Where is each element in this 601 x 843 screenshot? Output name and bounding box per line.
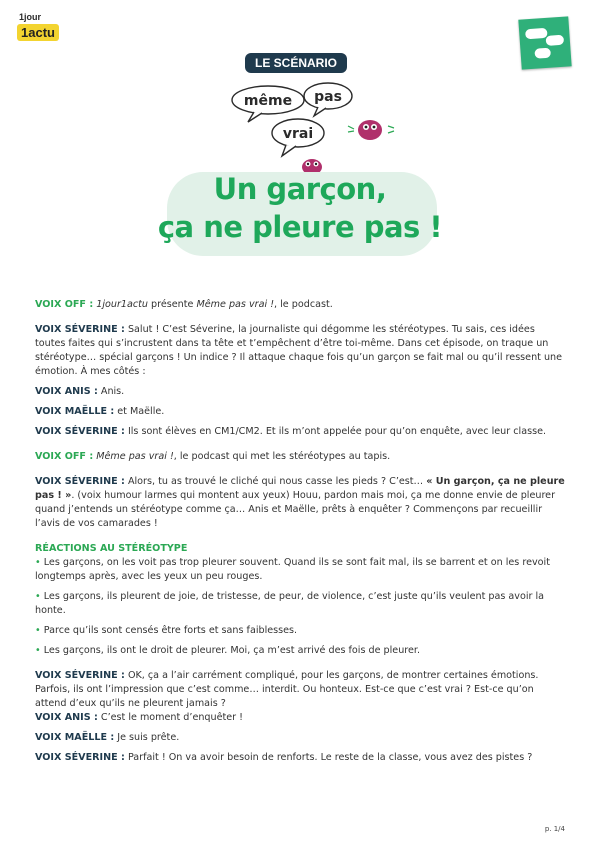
podcast-logo xyxy=(230,78,410,174)
paragraph-text: Alors, tu as trouvé le cliché qui nous casse les pieds ? C’est… xyxy=(124,476,427,487)
logo-word-vrai: vrai xyxy=(282,126,314,142)
paragraph-text: . (voix humour larmes qui montent aux yeux) Houu, pardon mais moi, ça me donne envie de pleurer quand j’entends un stéréotype comme ça… Anis et Maëlle, prêts à enquêter ? Commençons par recueillir l’avis de vos camarades ! xyxy=(35,490,556,529)
speaker-label: VOIX ANIS : xyxy=(35,386,98,397)
list-item-text: Les garçons, ils pleurent de joie, de tristesse, de peur, de violence, c’est juste qu’ils veulent pas avoir la honte. xyxy=(35,591,545,616)
speaker-label: VOIX MAËLLE : xyxy=(35,406,115,417)
list-item-text: Parce qu’ils sont censés être forts et sans faiblesses. xyxy=(43,625,298,636)
brand-logo xyxy=(17,12,65,44)
speaker-label: VOIX MAËLLE : xyxy=(35,732,115,743)
title-line-1: Un garçon, xyxy=(213,172,387,206)
paragraph-text: , le podcast qui met les stéréotypes au tapis. xyxy=(173,451,391,462)
page-title xyxy=(140,170,460,246)
title-line-2: ça ne pleure pas ! xyxy=(157,210,443,244)
script-paragraph xyxy=(35,751,565,765)
list-item-text: Les garçons, on les voit pas trop pleurer souvent. Quand ils se sont fait mal, ils se barrent et on les revoit longtemps après, avec les yeux un peu rouges. xyxy=(35,557,550,582)
list-item: • Les garçons, on les voit pas trop pleurer souvent. Quand ils se sont fait mal, ils se barrent et on les revoit longtemps après, avec les yeux un peu rouges. xyxy=(35,557,550,582)
podcast-cover-thumbnail xyxy=(518,16,571,69)
script-body xyxy=(35,298,565,765)
logo-bottom-text: 1actu xyxy=(17,24,59,41)
stereotype-quote: « Un garçon, ça ne pleure pas ! » xyxy=(35,476,565,501)
script-paragraph xyxy=(35,298,565,312)
speaker-label: VOIX SÉVERINE : xyxy=(35,426,125,437)
paragraph-text: OK, ça a l’air carrément compliqué, pour les garçons, de montrer certaines émotions. Parfois, ils ont l’impression que c’est comme… interdit. Ou honteux. Est-ce que c’est vrai ? Est-ce qu’on attend d’eux qu’ils ne pleurent jamais ? xyxy=(35,670,539,709)
list-item: • Les garçons, ils pleurent de joie, de tristesse, de peur, de violence, c’est juste qu’ils veulent pas avoir la honte. xyxy=(35,591,545,616)
italic-text: Même pas vrai ! xyxy=(196,299,275,310)
speaker-label: VOIX SÉVERINE : xyxy=(35,752,125,763)
logo-top-text: 1jour xyxy=(19,12,42,22)
speaker-label: VOIX SÉVERINE : xyxy=(35,476,125,487)
paragraph-text: Salut ! C’est Séverine, la journaliste qui dégomme les stéréotypes. Tu sais, ces idées toutes faites qui s’incrustent dans ta tête et t’empêchent d’être toi-même. Dans cet épisode, on traque un stéréotype… spécial garçons ! Un indice ? Il attaque chaque fois qu’un garçon se fait mal ou qu’il ressent une émotion. À mes côtés : xyxy=(35,324,563,377)
list-item: • Les garçons, ils ont le droit de pleurer. Moi, ça m’est arrivé des fois de pleurer. xyxy=(35,645,421,656)
script-paragraph xyxy=(35,731,565,745)
speaker-label: VOIX ANIS : xyxy=(35,712,98,723)
section-heading: RÉACTIONS AU STÉRÉOTYPE xyxy=(35,543,188,554)
script-paragraph xyxy=(35,669,565,711)
italic-text: Même pas vrai ! xyxy=(96,451,174,462)
paragraph-text: Je suis prête. xyxy=(114,732,180,743)
logo-word-meme: même xyxy=(243,93,293,109)
speaker-label: VOIX SÉVERINE : xyxy=(35,324,125,335)
section-badge: LE SCÉNARIO xyxy=(245,53,347,73)
script-paragraph xyxy=(35,323,565,379)
speaker-label: VOIX OFF : xyxy=(35,451,94,462)
paragraph-text: et Maëlle. xyxy=(114,406,165,417)
script-paragraph xyxy=(35,385,565,399)
script-paragraph xyxy=(35,450,565,464)
script-paragraph xyxy=(35,711,565,725)
italic-text: 1jour1actu xyxy=(96,299,148,310)
paragraph-text: présente xyxy=(148,299,197,310)
script-paragraph xyxy=(35,405,565,419)
list-item-text: Les garçons, ils ont le droit de pleurer. Moi, ça m’est arrivé des fois de pleurer. xyxy=(43,645,421,656)
paragraph-text: Anis. xyxy=(97,386,125,397)
paragraph-text: Ils sont élèves en CM1/CM2. Et ils m’ont appelée pour qu’on enquête, avec leur classe. xyxy=(124,426,547,437)
script-paragraph xyxy=(35,475,565,531)
list-item: • Parce qu’ils sont censés être forts et sans faiblesses. xyxy=(35,625,298,636)
paragraph-text: , le podcast. xyxy=(274,299,333,310)
paragraph-text: Parfait ! On va avoir besoin de renforts. Le reste de la classe, vous avez des pistes ? xyxy=(124,752,533,763)
paragraph-text: C’est le moment d’enquêter ! xyxy=(97,712,244,723)
speaker-label: VOIX SÉVERINE : xyxy=(35,670,125,681)
script-paragraph xyxy=(35,425,565,439)
logo-word-pas: pas xyxy=(314,89,342,105)
speaker-label: VOIX OFF : xyxy=(35,299,94,310)
page-number: p. 1/4 xyxy=(544,825,565,833)
